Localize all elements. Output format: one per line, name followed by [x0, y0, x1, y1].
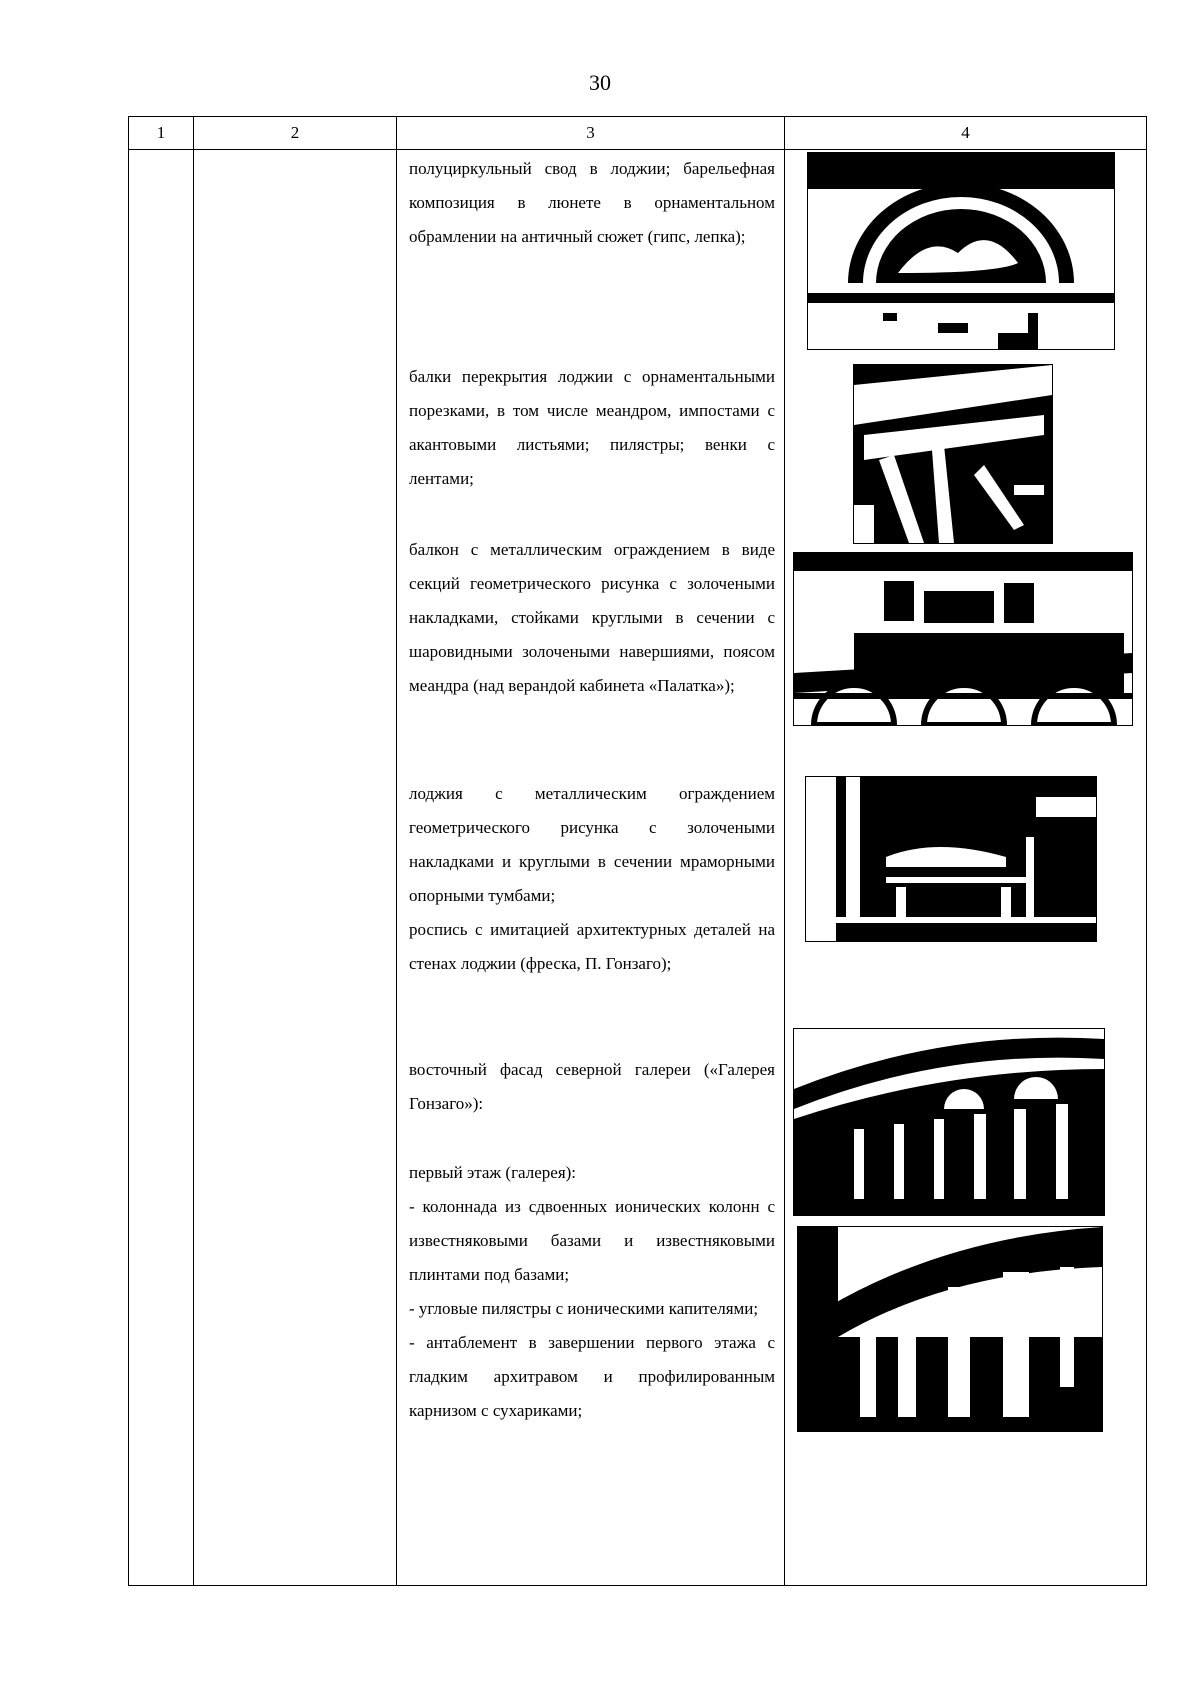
table-header-row	[129, 117, 1147, 150]
header-col-3: 3	[397, 117, 785, 150]
lunette-bas-relief-photo	[807, 152, 1115, 350]
header-col-4: 4	[785, 117, 1147, 150]
paragraph: - антаблемент в завершении первого этажа с гладким архитравом и профилированным карнизом с сухариками;	[409, 1333, 775, 1420]
cell-col-2	[194, 150, 397, 1586]
gallery-columns-photo	[797, 1226, 1103, 1432]
text-block-first-floor	[409, 1156, 775, 1428]
table-row	[129, 150, 1147, 1586]
text-block-east-facade	[409, 1053, 775, 1121]
text-block-loggia	[409, 777, 775, 981]
cell-photos	[785, 150, 1147, 1586]
loggia-fresco-photo	[805, 776, 1097, 942]
paragraph: первый этаж (галерея):	[409, 1163, 577, 1182]
paragraph: восточный фасад северной галереи («Галерея Гонзаго»):	[409, 1060, 775, 1113]
gallery-colonnade-photo	[793, 1028, 1105, 1216]
page-number: 30	[589, 70, 611, 95]
header-col-1: 1	[129, 117, 194, 150]
paragraph: балкон с металлическим ограждением в виде секций геометрического рисунка с золочеными накладками, стойками круглыми в сечении с шаровидными золочеными навершиями, поясом меандра (над верандой кабинета «Палатка»);	[409, 540, 775, 695]
paragraph: роспись с имитацией архитектурных деталей на стенах лоджии (фреска, П. Гонзаго);	[409, 920, 775, 973]
paragraph: балки перекрытия лоджии с орнаментальными порезками, в том числе меандром, импостами с акантовыми листьями; пилястры; венки с лентами;	[409, 367, 775, 488]
balcony-railing-photo	[793, 552, 1133, 726]
cell-description	[397, 150, 785, 1586]
paragraph: - угловые пилястры с ионическими капителями;	[409, 1299, 759, 1318]
cell-col-1	[129, 150, 194, 1586]
paragraph: - колоннада из сдвоенных ионических колонн с известняковыми базами и известняковыми плинтами под базами;	[409, 1197, 775, 1284]
paragraph: полуциркульный свод в лоджии; барельефная композиция в люнете в орнаментальном обрамлении на античный сюжет (гипс, лепка);	[409, 159, 775, 246]
text-block-balcony	[409, 533, 775, 703]
loggia-beams-photo	[853, 364, 1053, 544]
monument-features-table	[128, 116, 1147, 1586]
header-col-2: 2	[194, 117, 397, 150]
text-block-beams	[409, 360, 775, 496]
paragraph: лоджия с металлическим ограждением геометрического рисунка с золочеными накладками и круглыми в сечении мраморными опорными тумбами;	[409, 784, 775, 905]
text-block-lunette	[409, 152, 775, 254]
